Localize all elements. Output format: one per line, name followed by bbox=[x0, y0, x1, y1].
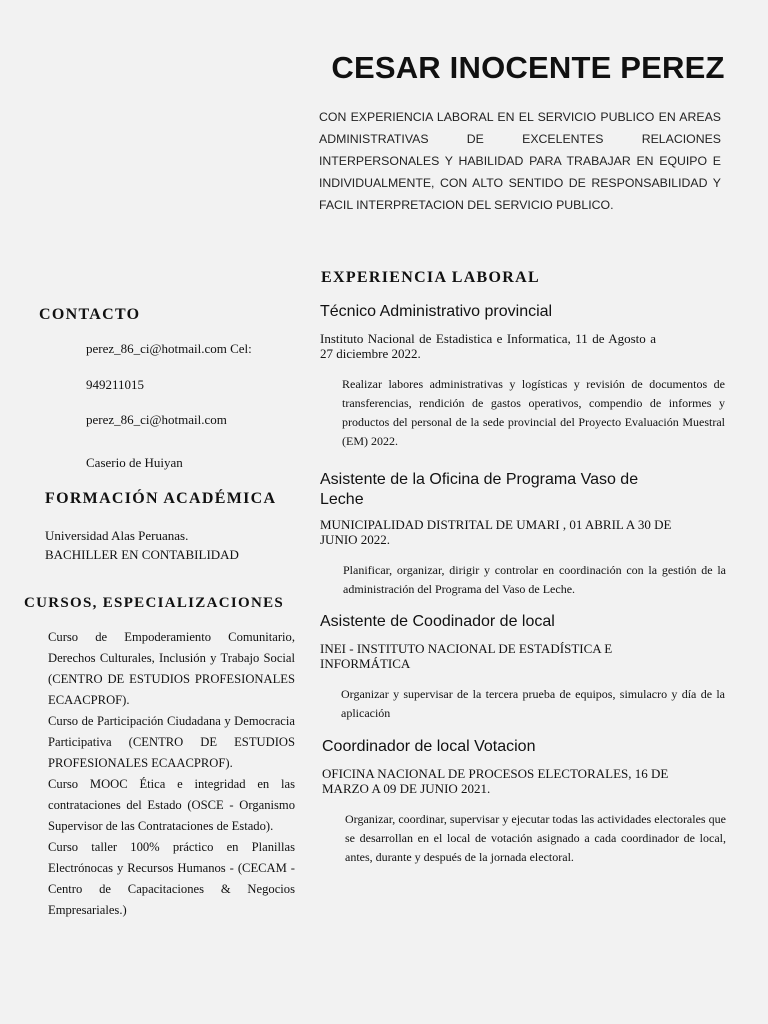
job-title: Asistente de Coodinador de local bbox=[320, 613, 555, 630]
profile-summary: CON EXPERIENCIA LABORAL EN EL SERVICIO PUBLICO EN AREAS ADMINISTRATIVAS DE EXCELENTES RELACIONES INTERPERSONALES Y HABILIDAD PARA TRABAJAR EN EQUIPO E INDIVIDUALMENTE, CON ALTO SENTIDO DE RESPONSABILIDAD Y FACIL INTERPRETACION DEL SERVICIO PUBLICO. bbox=[319, 110, 721, 212]
job-organization: MUNICIPALIDAD DISTRITAL DE UMARI , 01 ABRIL A 30 DE JUNIO 2022. bbox=[320, 517, 672, 547]
job-title: Coordinador de local Votacion bbox=[322, 738, 536, 755]
contact-email: perez_86_ci@hotmail.com bbox=[86, 412, 227, 427]
candidate-name: CESAR INOCENTE PEREZ bbox=[331, 50, 725, 85]
course-item: Curso taller 100% práctico en Planillas Electrónocas y Recursos Humanos - (CECAM - Centro de Capacitaciones & Negocios Empresariales.) bbox=[48, 840, 295, 917]
contact-address: Caserio de Huiyan bbox=[86, 455, 183, 470]
course-item: Curso MOOC Ética e integridad en las contrataciones del Estado (OSCE - Organismo Supervisor de las Contrataciones de Estado). bbox=[48, 777, 295, 833]
job-organization: Instituto Nacional de Estadistica e Informatica, 11 de Agosto a 27 diciembre 2022. bbox=[320, 331, 656, 361]
contact-email-line: perez_86_ci@hotmail.com Cel: bbox=[86, 341, 252, 356]
education-institution: Universidad Alas Peruanas. bbox=[45, 528, 189, 543]
course-item: Curso de Participación Ciudadana y Democracia Participativa (CENTRO DE ESTUDIOS PROFESIONALES ECAACPROF). bbox=[48, 714, 295, 770]
job-organization: OFICINA NACIONAL DE PROCESOS ELECTORALES, 16 DE MARZO A 09 DE JUNIO 2021. bbox=[322, 766, 669, 796]
job-description: Planificar, organizar, dirigir y controlar en coordinación con la gestión de la administración del Programa del Vaso de Leche. bbox=[343, 563, 726, 596]
contact-phone: 949211015 bbox=[86, 377, 145, 392]
job-description: Organizar y supervisar de la tercera prueba de equipos, simulacro y día de la aplicación bbox=[341, 687, 725, 720]
courses-heading: CURSOS, ESPECIALIZACIONES bbox=[24, 595, 285, 611]
job-description: Organizar, coordinar, supervisar y ejecutar todas las actividades electorales que se desarrollan en el local de votación asignado a cada coordinador de local, antes, durante y después de la jornada electoral. bbox=[345, 812, 726, 864]
job-title: Técnico Administrativo provincial bbox=[320, 303, 553, 320]
courses-list bbox=[48, 627, 295, 921]
course-item: Curso de Empoderamiento Comunitario, Derechos Culturales, Inclusión y Trabajo Social (CENTRO DE ESTUDIOS PROFESIONALES ECAACPROF). bbox=[48, 630, 295, 707]
contact-heading: CONTACTO bbox=[39, 306, 141, 323]
experience-heading: EXPERIENCIA LABORAL bbox=[321, 269, 540, 286]
job-description: Realizar labores administrativas y logísticas y revisión de documentos de transferencias, rendición de gastos operativos, compendio de informes y productos del personal de la sede provincial del Proyecto Evaluación Muestral (EM) 2022. bbox=[342, 377, 725, 448]
job-organization: INEI - INSTITUTO NACIONAL DE ESTADÍSTICA E INFORMÁTICA bbox=[320, 641, 613, 671]
education-degree: BACHILLER EN CONTABILIDAD bbox=[45, 547, 239, 562]
education-heading: FORMACIÓN ACADÉMICA bbox=[45, 490, 277, 507]
job-title: Asistente de la Oficina de Programa Vaso de Leche bbox=[320, 471, 639, 508]
